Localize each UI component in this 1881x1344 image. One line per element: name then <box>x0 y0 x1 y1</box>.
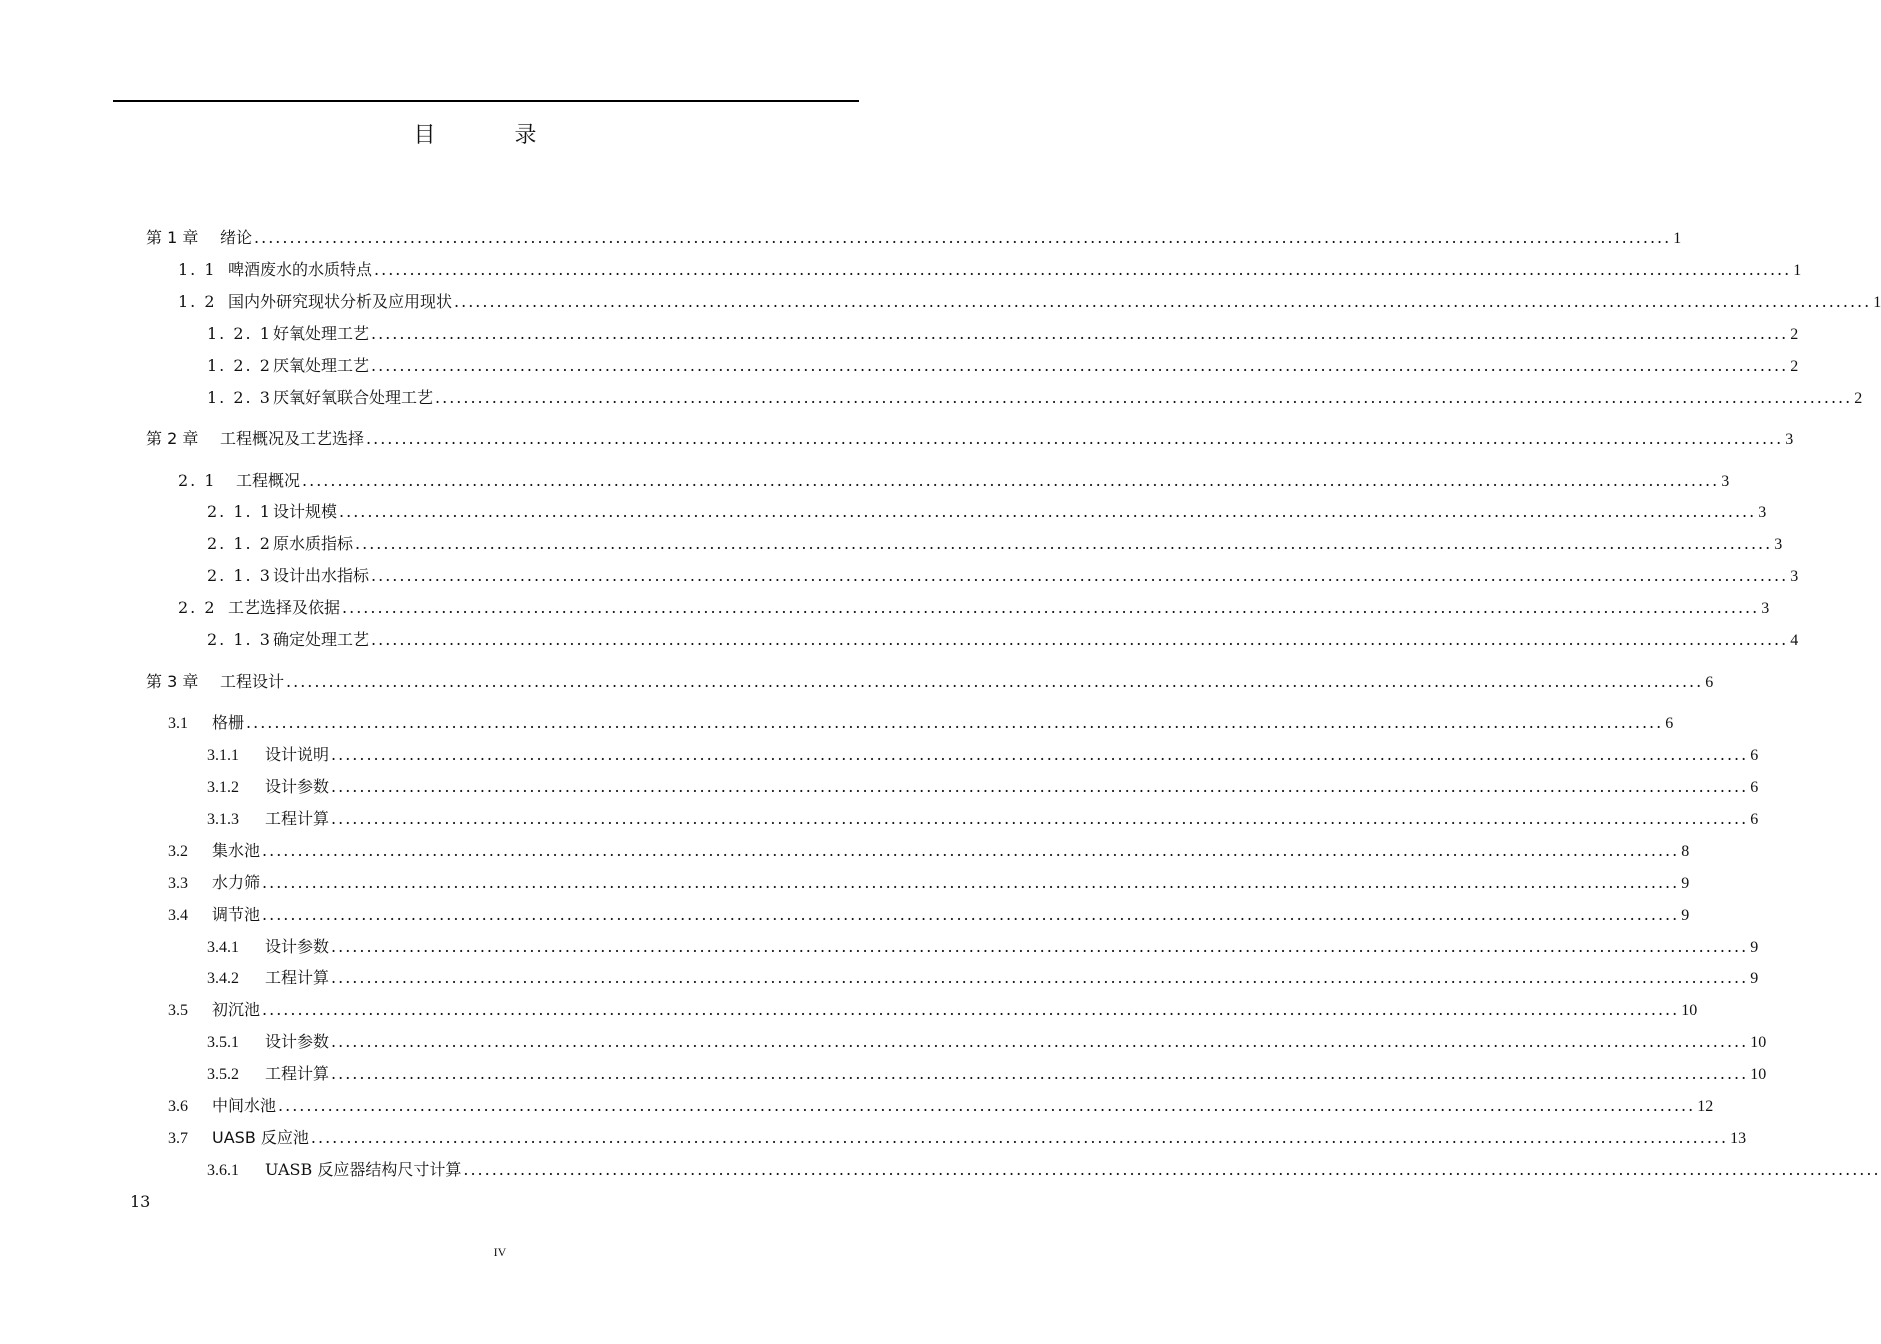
toc-entry-number: 1. 2. 3 <box>207 388 272 407</box>
toc-entry-text: 格栅 <box>212 713 245 732</box>
toc-entry-number: 第 2 章 <box>146 429 199 448</box>
toc-leader-dots: ........................................................................................................................................................................................................ <box>246 713 1664 732</box>
toc-entry-text: 绪论 <box>220 228 253 247</box>
toc-leader-dots: ........................................................................................................................................................................................................ <box>355 534 1773 553</box>
toc-entry-page: 1 <box>1873 294 1881 311</box>
toc-entry[interactable] <box>178 258 1802 282</box>
toc-entry-number: 2. 1 <box>178 471 217 490</box>
toc-entry-text: 设计规模 <box>273 502 338 521</box>
toc-entry-label <box>207 1158 461 1183</box>
toc-entry[interactable] <box>207 1030 1767 1054</box>
toc-entry[interactable] <box>168 1094 1714 1118</box>
toc-leader-dots: ........................................................................................................................................................................................................ <box>286 672 1704 691</box>
toc-entry-page: 6 <box>1750 811 1759 828</box>
toc-entry[interactable] <box>178 290 1881 314</box>
toc-entry-text: 调节池 <box>212 905 261 924</box>
toc-entry-number: 2. 1. 3 <box>207 566 272 585</box>
toc-entry-page: 1 <box>1793 262 1802 279</box>
toc-entry-page: 3 <box>1785 431 1794 448</box>
toc-entry[interactable] <box>207 386 1863 410</box>
toc-entry[interactable] <box>207 628 1799 652</box>
toc-entry-label <box>207 386 433 410</box>
toc-entry-label <box>207 935 329 960</box>
toc-entry-page: 3 <box>1761 600 1770 617</box>
toc-entry[interactable] <box>168 1126 1747 1150</box>
toc-entry-label <box>207 966 329 991</box>
toc-entry-number: 2. 1. 1 <box>207 502 272 521</box>
toc-entry-number: 3.5.2 <box>207 1066 239 1083</box>
toc-entry-number: 2. 2 <box>178 598 217 617</box>
toc-entry[interactable] <box>207 500 1767 524</box>
toc-entry-label <box>178 596 340 620</box>
toc-entry-number: 3.1 <box>168 715 188 732</box>
toc-entry-label <box>146 226 252 250</box>
toc-entry-page: 8 <box>1681 843 1690 860</box>
toc-entry-number: 3.1.1 <box>207 747 239 764</box>
toc-entry-label <box>168 1094 276 1119</box>
toc-entry-page: 3 <box>1758 504 1767 521</box>
toc-entry-text: 初沉池 <box>212 1000 261 1019</box>
toc-leader-dots: ........................................................................................................................................................................................................ <box>371 630 1789 649</box>
toc-entry-label <box>168 998 260 1023</box>
toc-entry-number: 1. 2. 2 <box>207 356 272 375</box>
toc-entry-text: 工程概况及工艺选择 <box>220 429 365 448</box>
toc-entry[interactable] <box>168 998 1698 1022</box>
toc-entry-page: 10 <box>1750 1066 1767 1083</box>
toc-entry-text: 原水质指标 <box>273 534 354 553</box>
toc-entry-text: 确定处理工艺 <box>273 630 370 649</box>
toc-entry-text: 国内外研究现状分析及应用现状 <box>228 292 453 311</box>
toc-entry-page: 9 <box>1750 939 1759 956</box>
toc-leader-dots: ........................................................................................................................................................................................................ <box>331 937 1749 956</box>
toc-entry-text: 工程设计 <box>220 672 285 691</box>
toc-entry[interactable] <box>178 469 1730 493</box>
toc-entry-page: 3 <box>1774 536 1783 553</box>
toc-leader-dots: ........................................................................................................................................................................................................ <box>366 429 1784 448</box>
toc-entry-number: 1. 2 <box>178 292 217 311</box>
toc-leader-dots: ........................................................................................................................................................................................................ <box>331 1064 1749 1083</box>
toc-leader-dots: ........................................................................................................................................................................................................ <box>463 1160 1881 1179</box>
toc-entry-text: 啤酒废水的水质特点 <box>228 260 373 279</box>
toc-entry-page: 10 <box>1750 1034 1767 1051</box>
toc-entry-number: 2. 1. 3 <box>207 630 272 649</box>
toc-entry[interactable] <box>168 839 1690 863</box>
toc-entry-page: 9 <box>1750 970 1759 987</box>
toc-leader-dots: ........................................................................................................................................................................................................ <box>262 873 1680 892</box>
toc-entry[interactable] <box>146 670 1714 694</box>
toc-entry-page: 10 <box>1681 1002 1698 1019</box>
toc-entry[interactable] <box>168 903 1690 927</box>
toc-leader-dots: ........................................................................................................................................................................................................ <box>331 1032 1749 1051</box>
toc-entry-text: 水力筛 <box>212 873 261 892</box>
toc-entry-text: 工程计算 <box>265 1064 330 1083</box>
toc-leader-dots: ........................................................................................................................................................................................................ <box>454 292 1872 311</box>
toc-entry-label <box>207 807 329 832</box>
toc-entry-text: 设计参数 <box>265 777 330 796</box>
toc-entry[interactable] <box>168 711 1674 735</box>
toc-leader-dots: ........................................................................................................................................................................................................ <box>331 809 1749 828</box>
toc-entry-label <box>178 469 300 493</box>
toc-entry-label <box>168 839 260 864</box>
toc-leader-dots: ........................................................................................................................................................................................................ <box>339 502 1757 521</box>
toc-entry-number: 3.5 <box>168 1002 188 1019</box>
toc-entry-label <box>146 427 364 451</box>
toc-entry-text: 中间水池 <box>212 1096 277 1115</box>
toc-entry-label <box>168 903 260 928</box>
toc-entry-number: 3.3 <box>168 875 188 892</box>
toc-entry[interactable] <box>207 322 1799 346</box>
toc-leader-dots: ........................................................................................................................................................................................................ <box>371 356 1789 375</box>
toc-entry[interactable] <box>207 1158 1881 1182</box>
toc-entry-label <box>207 743 329 768</box>
toc-entry[interactable] <box>207 935 1759 959</box>
toc-entry-page: 9 <box>1681 907 1690 924</box>
toc-entry-text: 集水池 <box>212 841 261 860</box>
toc-entry-text: 设计出水指标 <box>273 566 370 585</box>
toc-entry-number: 3.1.3 <box>207 811 239 828</box>
toc-entry-text: 工艺选择及依据 <box>228 598 341 617</box>
toc-leader-dots: ........................................................................................................................................................................................................ <box>310 1128 1729 1147</box>
toc-leader-dots: ........................................................................................................................................................................................................ <box>435 388 1853 407</box>
toc-entry-number: 3.6.1 <box>207 1162 239 1179</box>
toc-entry-label <box>168 711 244 736</box>
toc-entry-page: 3 <box>1790 568 1799 585</box>
toc-leader-dots: ........................................................................................................................................................................................................ <box>302 471 1720 490</box>
toc-entry-number: 2. 1. 2 <box>207 534 272 553</box>
toc-entry-label <box>178 290 452 314</box>
toc-entry-label <box>146 670 284 694</box>
toc-entry[interactable] <box>207 532 1783 556</box>
toc-entry-number: 第 3 章 <box>146 672 199 691</box>
toc-entry-page: 13 <box>1730 1130 1747 1147</box>
toc-entry-number: 1. 2. 1 <box>207 324 272 343</box>
toc-leader-dots: ........................................................................................................................................................................................................ <box>254 228 1672 247</box>
toc-leader-dots: ........................................................................................................................................................................................................ <box>262 841 1680 860</box>
toc-entry-text: 设计参数 <box>265 1032 330 1051</box>
toc-leader-dots: ........................................................................................................................................................................................................ <box>331 968 1749 987</box>
toc-entry-label <box>207 1030 329 1055</box>
toc-entry-number: 3.7 <box>168 1130 188 1147</box>
toc-entry-number: 3.2 <box>168 843 188 860</box>
toc-leader-dots: ........................................................................................................................................................................................................ <box>371 566 1789 585</box>
toc-entry-label <box>207 322 369 346</box>
toc-entry-text: UASB 反应池 <box>212 1128 309 1147</box>
toc-entry-label <box>207 1062 329 1087</box>
toc-entry-label <box>207 775 329 800</box>
toc-leader-dots: ........................................................................................................................................................................................................ <box>371 324 1789 343</box>
toc-entry-page: 6 <box>1665 715 1674 732</box>
toc-entry-text: 厌氧好氧联合处理工艺 <box>273 388 434 407</box>
toc-entry-label <box>168 1126 309 1151</box>
toc-entry-page: 2 <box>1790 326 1799 343</box>
toc-entry-page: 4 <box>1790 632 1799 649</box>
wrapped-page-number: 13 <box>130 1192 151 1211</box>
page-footer-number: IV <box>493 1245 507 1259</box>
toc-entry-label <box>207 532 353 556</box>
toc-entry-page: 6 <box>1750 747 1759 764</box>
toc-entry-text: 设计参数 <box>265 937 330 956</box>
toc-leader-dots: ........................................................................................................................................................................................................ <box>262 905 1680 924</box>
toc-entry-text: 工程概况 <box>236 471 301 490</box>
toc-entry-label <box>178 258 372 282</box>
toc-entry-page: 3 <box>1721 473 1730 490</box>
toc-leader-dots: ........................................................................................................................................................................................................ <box>374 260 1792 279</box>
toc-entry[interactable] <box>207 1062 1767 1086</box>
toc-entry[interactable] <box>207 743 1759 767</box>
toc-entry-text: 厌氧处理工艺 <box>273 356 370 375</box>
toc-leader-dots: ........................................................................................................................................................................................................ <box>262 1000 1680 1019</box>
toc-entry[interactable] <box>207 775 1759 799</box>
toc-entry[interactable] <box>178 596 1770 620</box>
toc-entry-number: 1. 1 <box>178 260 217 279</box>
toc-entry-text: 好氧处理工艺 <box>273 324 370 343</box>
toc-entry[interactable] <box>207 564 1799 588</box>
toc-entry-label <box>207 628 369 652</box>
toc-entry[interactable] <box>207 354 1799 378</box>
toc-entry-text: UASB 反应器结构尺寸计算 <box>265 1160 462 1179</box>
toc-entry-number: 第 1 章 <box>146 228 199 247</box>
toc-entry-number: 3.1.2 <box>207 779 239 796</box>
toc-entry-label <box>207 500 337 524</box>
toc-entry-number: 3.5.1 <box>207 1034 239 1051</box>
toc-entry[interactable] <box>146 226 1682 250</box>
toc-entry-page: 2 <box>1854 390 1863 407</box>
toc-entry-page: 9 <box>1681 875 1690 892</box>
toc-entry-text: 设计说明 <box>265 745 330 764</box>
toc-entry-number: 3.4 <box>168 907 188 924</box>
toc-entry-page: 12 <box>1697 1098 1714 1115</box>
toc-entry-number: 3.4.2 <box>207 970 239 987</box>
toc-leader-dots: ........................................................................................................................................................................................................ <box>331 777 1749 796</box>
toc-leader-dots: ........................................................................................................................................................................................................ <box>278 1096 1696 1115</box>
toc-entry[interactable] <box>207 966 1759 990</box>
toc-entry[interactable] <box>207 807 1759 831</box>
toc-entry-text: 工程计算 <box>265 968 330 987</box>
toc-leader-dots: ........................................................................................................................................................................................................ <box>331 745 1749 764</box>
toc-entry-label <box>207 354 369 378</box>
toc-entry-page: 6 <box>1705 674 1714 691</box>
toc-entry-label <box>207 564 369 588</box>
toc-entry-label <box>168 871 260 896</box>
toc-entry-text: 工程计算 <box>265 809 330 828</box>
toc-entry[interactable] <box>168 871 1690 895</box>
toc-entry-number: 3.6 <box>168 1098 188 1115</box>
toc-leader-dots: ........................................................................................................................................................................................................ <box>342 598 1760 617</box>
page-title: 目 录 <box>413 123 573 148</box>
toc-entry-number: 3.4.1 <box>207 939 239 956</box>
toc-entry-page: 2 <box>1790 358 1799 375</box>
toc-entry[interactable] <box>146 427 1794 451</box>
toc-entry-page: 1 <box>1673 230 1682 247</box>
toc-entry-page: 6 <box>1750 779 1759 796</box>
header-rule <box>113 100 859 102</box>
